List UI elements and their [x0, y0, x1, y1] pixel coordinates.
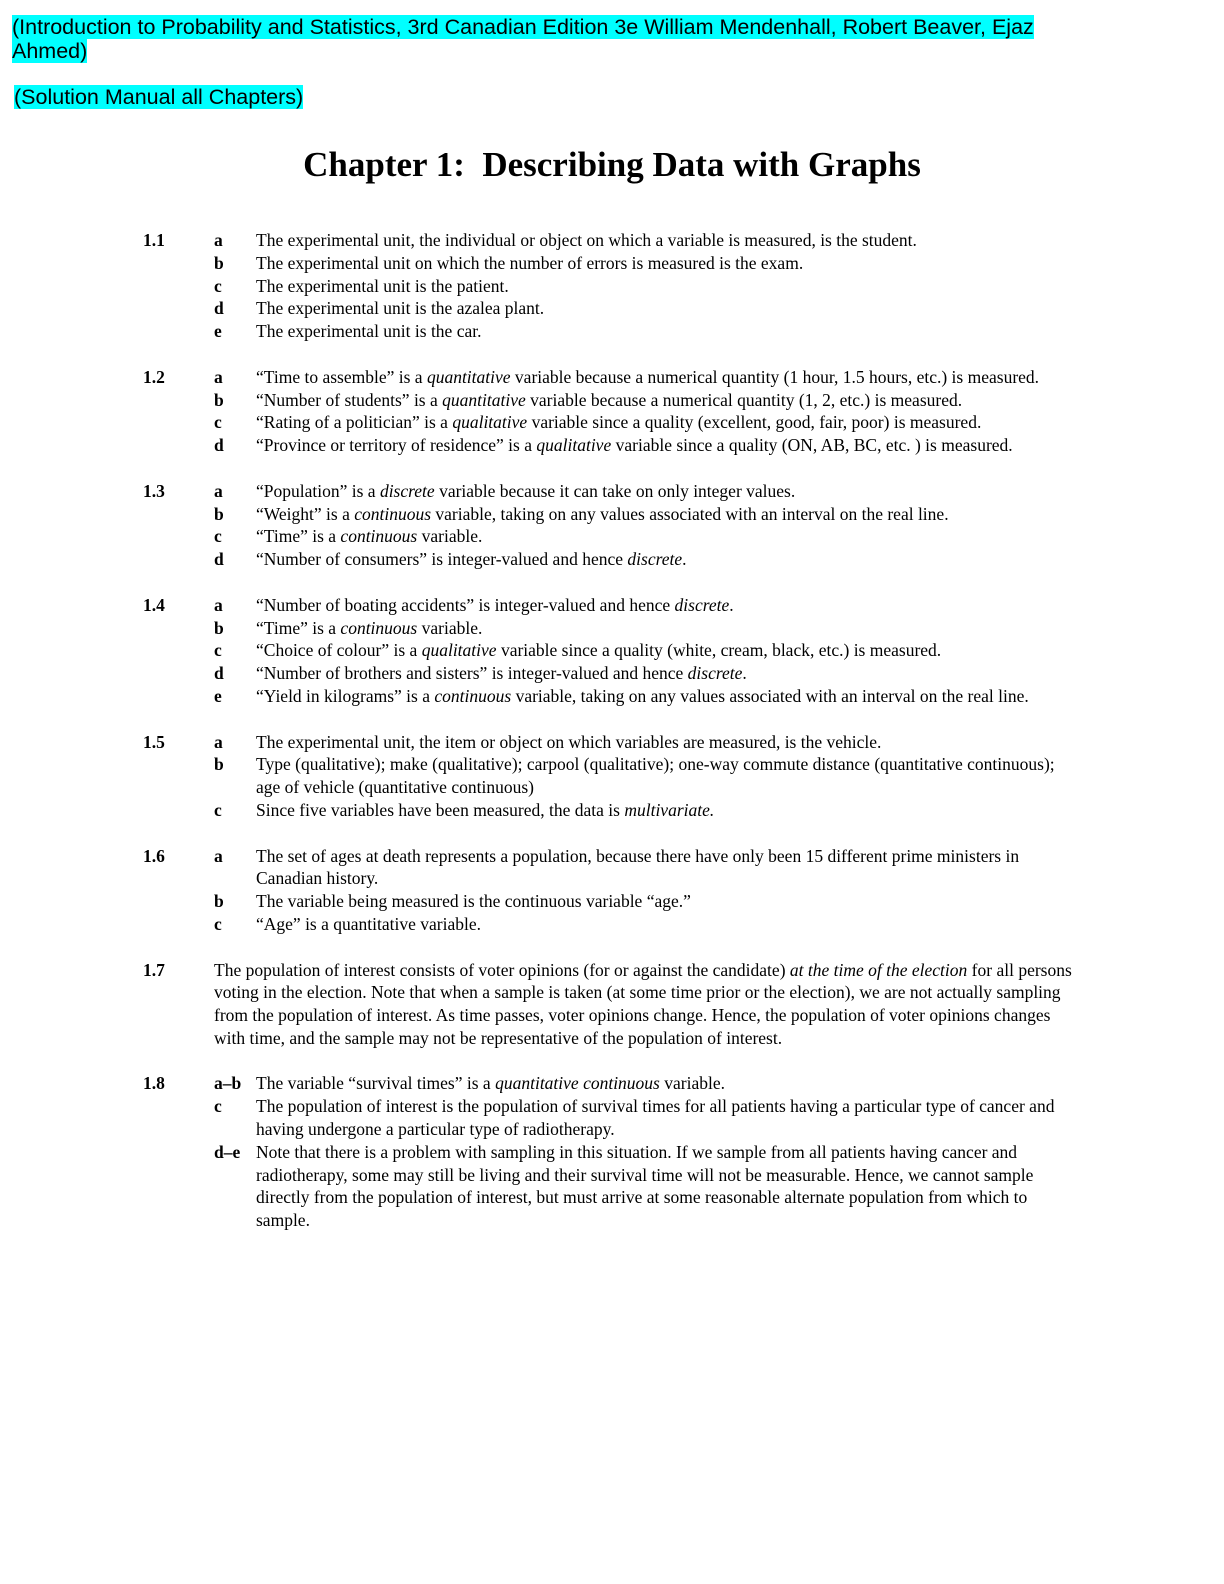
- problem-1-5: [143, 731, 1083, 822]
- part-label: c: [214, 526, 222, 547]
- part-answer: [256, 913, 1083, 936]
- emphasis-text: discrete: [379, 480, 435, 501]
- answer-text: “Choice of colour” is a: [256, 640, 422, 661]
- book-title: [12, 16, 1034, 63]
- answer-text: variable.: [417, 617, 483, 638]
- part-answer: [256, 1095, 1083, 1141]
- answer-text: .: [682, 549, 687, 570]
- part-label: b: [214, 891, 224, 912]
- part-answer: [256, 617, 1083, 640]
- answer-text: variable, taking on any values associated with an interval on the real line.: [511, 685, 1029, 706]
- part-label: e: [214, 321, 222, 342]
- answer-text: “Population” is a: [256, 480, 380, 501]
- problem-part: [214, 1072, 1083, 1095]
- problem-part: [214, 229, 1083, 252]
- answer-text: variable since a quality (excellent, good, fair, poor) is measured.: [527, 412, 982, 433]
- emphasis-text: qualitative: [421, 640, 497, 661]
- problem-1-6: [143, 845, 1083, 936]
- answer-text: The variable “survival times” is a: [256, 1073, 496, 1094]
- part-answer: [256, 594, 1083, 617]
- answer-text: variable because a numerical quantity (1, 2, etc.) is measured.: [525, 389, 963, 410]
- part-label: d–e: [214, 1141, 241, 1162]
- emphasis-text: discrete: [674, 594, 730, 615]
- part-label: b: [214, 389, 224, 410]
- problem-part: [214, 1095, 1083, 1141]
- problem-part: [214, 252, 1083, 275]
- part-answer: [256, 890, 1083, 913]
- answer-text: The experimental unit, the individual or object on which a variable is measured, is the student.: [256, 230, 917, 250]
- answer-text: Note that there is a problem with sampling in this situation. If we sample from all patients having cancer and radiotherapy, some may still be living and their survival time will not be measurable. Hence, we cannot sample directly from the population of interest, but must arrive at some reasonable alternate population from which to sample.: [256, 1141, 1034, 1231]
- emphasis-text: continuous: [340, 617, 418, 638]
- part-answer: [256, 799, 1083, 822]
- emphasis-text: continuous: [340, 526, 418, 547]
- problem-part: [214, 617, 1083, 640]
- problem-part: [214, 731, 1083, 754]
- problem-part: [214, 753, 1083, 799]
- part-answer: [256, 320, 1083, 343]
- answer-text: The set of ages at death represents a population, because there have only been 15 different prime ministers in Canadian history.: [256, 845, 1020, 889]
- part-answer: [256, 639, 1083, 662]
- problem-part: [214, 639, 1083, 662]
- part-answer: [256, 845, 1083, 891]
- part-answer: [256, 662, 1083, 685]
- answer-text: “Number of students” is a: [256, 389, 443, 410]
- part-answer: [256, 548, 1083, 571]
- answer-text: “Rating of a politician” is a: [256, 412, 453, 433]
- problem-answer: [214, 959, 1083, 1050]
- answer-text: variable since a quality (white, cream, black, etc.) is measured.: [496, 640, 942, 661]
- part-label: c: [214, 799, 222, 820]
- emphasis-text: discrete: [627, 549, 683, 570]
- problem-part: [214, 799, 1083, 822]
- answer-text: Type (qualitative); make (qualitative); carpool (qualitative); one-way commute distance (quantitative continuous); age of vehicle (quantitative continuous): [256, 754, 1055, 798]
- problem-part: [214, 366, 1083, 389]
- part-label: d: [214, 435, 224, 456]
- part-label: e: [214, 685, 222, 706]
- emphasis-text: quantitative continuous: [495, 1073, 660, 1094]
- answer-text: “Yield in kilograms” is a: [256, 685, 435, 706]
- problem-part: [214, 297, 1083, 320]
- answer-text: Since five variables have been measured, the data is: [256, 799, 625, 820]
- part-answer: [256, 753, 1083, 799]
- part-label: b: [214, 503, 224, 524]
- answer-text: variable, taking on any values associated with an interval on the real line.: [431, 503, 949, 524]
- part-label: c: [214, 275, 222, 296]
- problem-body: [214, 594, 1083, 708]
- answer-text: for all persons voting in the election. Note that when a sample is taken (at some time prior or the election), we are not actually sampling from the population of interest. As time passes, voter opinions change. Hence, the population of voter opinions changes with time, and the sample may not be representative of the population of interest.: [214, 959, 1072, 1048]
- part-answer: [256, 731, 1083, 754]
- answer-text: “Age” is a quantitative variable.: [256, 913, 481, 934]
- problem-part: [214, 662, 1083, 685]
- problem-part: [214, 480, 1083, 503]
- problem-number: 1.4: [143, 594, 165, 615]
- problem-part: [214, 525, 1083, 548]
- problem-body: [214, 845, 1083, 936]
- answer-text: “Number of boating accidents” is integer-valued and hence: [256, 594, 675, 615]
- problem-part: [214, 890, 1083, 913]
- answer-text: variable because it can take on only integer values.: [434, 480, 796, 501]
- problem-part: [214, 845, 1083, 891]
- problem-body: [214, 366, 1083, 457]
- part-answer: [256, 525, 1083, 548]
- part-label: d: [214, 549, 224, 570]
- answer-text: “Time” is a: [256, 617, 341, 638]
- part-label: c: [214, 913, 222, 934]
- problem-part: [214, 1141, 1083, 1232]
- problem-part: [214, 503, 1083, 526]
- answer-text: variable since a quality (ON, AB, BC, etc. ) is measured.: [611, 435, 1013, 456]
- part-label: a: [214, 845, 223, 866]
- part-label: a: [214, 230, 223, 250]
- answer-text: “Time” is a: [256, 526, 341, 547]
- chapter-title: Chapter 1: Describing Data with Graphs: [303, 145, 921, 184]
- problem-part: [214, 320, 1083, 343]
- problem-body: [214, 731, 1083, 822]
- answer-text: The experimental unit is the patient.: [256, 275, 509, 296]
- emphasis-text: qualitative: [452, 412, 528, 433]
- part-label: b: [214, 252, 224, 273]
- book-title-line2: Ahmed): [12, 38, 88, 63]
- answer-text: The experimental unit is the azalea plant.: [256, 298, 545, 319]
- answer-text: The variable being measured is the continuous variable “age.”: [256, 891, 691, 912]
- answer-text: The population of interest is the population of survival times for all patients having a particular type of cancer and having undergone a particular type of radiotherapy.: [256, 1096, 1055, 1140]
- problem-number: 1.6: [143, 845, 165, 866]
- problem-1-2: [143, 366, 1083, 457]
- answer-text: “Weight” is a: [256, 503, 355, 524]
- problem-part: [214, 434, 1083, 457]
- part-answer: [256, 366, 1083, 389]
- part-label: d: [214, 663, 224, 684]
- emphasis-text: continuous: [434, 685, 512, 706]
- problem-1-3: [143, 480, 1083, 571]
- emphasis-text: continuous: [354, 503, 432, 524]
- problem-number: 1.5: [143, 731, 165, 752]
- problem-body: [214, 959, 1083, 1050]
- book-title-line1: (Introduction to Probability and Statistics, 3rd Canadian Edition 3e William Mendenhall, Robert Beaver, Ejaz: [12, 15, 1034, 39]
- answer-text: “Number of consumers” is integer-valued and hence: [256, 549, 628, 570]
- answer-text: The experimental unit, the item or object on which variables are measured, is the vehicle.: [256, 731, 882, 752]
- problem-part: [214, 411, 1083, 434]
- part-label: a–b: [214, 1073, 242, 1094]
- answer-text: variable.: [659, 1073, 725, 1094]
- solution-manual-label: [14, 86, 303, 110]
- problem-number: 1.7: [143, 959, 165, 980]
- part-label: a: [214, 594, 223, 615]
- emphasis-text: quantitative: [426, 366, 511, 387]
- answer-text: The population of interest consists of voter opinions (for or against the candidate): [214, 959, 790, 980]
- problem-1-1: [143, 229, 1083, 343]
- problem-1-8: [143, 1072, 1083, 1232]
- problem-part: [214, 548, 1083, 571]
- problem-part: [214, 275, 1083, 298]
- part-answer: [256, 503, 1083, 526]
- emphasis-text: quantitative: [442, 389, 526, 410]
- problem-number: 1.2: [143, 366, 165, 387]
- answer-text: .: [742, 663, 747, 684]
- answer-text: “Time to assemble” is a: [256, 366, 427, 387]
- problem-list: [143, 229, 1083, 1255]
- problem-1-7: [143, 959, 1083, 1050]
- problem-number: 1.3: [143, 480, 165, 501]
- problem-part: [214, 389, 1083, 412]
- problem-body: [214, 1072, 1083, 1232]
- problem-number: 1.8: [143, 1073, 165, 1094]
- part-answer: [256, 480, 1083, 503]
- emphasis-text: multivariate.: [624, 799, 715, 820]
- answer-text: The experimental unit is the car.: [256, 321, 482, 342]
- part-label: c: [214, 1096, 222, 1117]
- solution-manual-text: (Solution Manual all Chapters): [14, 85, 304, 109]
- emphasis-text: at the time of the election: [789, 959, 968, 980]
- problem-body: [214, 229, 1083, 343]
- answer-text: “Province or territory of residence” is a: [256, 435, 537, 456]
- problem-part: [214, 913, 1083, 936]
- part-answer: [256, 685, 1083, 708]
- problem-number: 1.1: [143, 230, 165, 250]
- part-answer: [256, 297, 1083, 320]
- answer-text: variable because a numerical quantity (1 hour, 1.5 hours, etc.) is measured.: [510, 366, 1040, 387]
- answer-text: variable.: [417, 526, 483, 547]
- part-answer: [256, 252, 1083, 275]
- problem-1-4: [143, 594, 1083, 708]
- problem-body: [214, 480, 1083, 571]
- problem-part: [214, 685, 1083, 708]
- part-label: b: [214, 617, 224, 638]
- part-label: a: [214, 366, 223, 387]
- emphasis-text: discrete: [687, 663, 743, 684]
- part-label: d: [214, 298, 224, 319]
- part-answer: [256, 1141, 1083, 1232]
- answer-text: .: [729, 594, 734, 615]
- part-label: b: [214, 754, 224, 775]
- part-answer: [256, 1072, 1083, 1095]
- part-label: a: [214, 731, 223, 752]
- part-label: c: [214, 640, 222, 661]
- part-answer: [256, 389, 1083, 412]
- part-answer: [256, 229, 1083, 252]
- part-answer: [256, 411, 1083, 434]
- emphasis-text: qualitative: [536, 435, 612, 456]
- part-label: a: [214, 480, 223, 501]
- answer-text: The experimental unit on which the number of errors is measured is the exam.: [256, 252, 804, 273]
- answer-text: “Number of brothers and sisters” is integer-valued and hence: [256, 663, 688, 684]
- problem-part: [214, 594, 1083, 617]
- part-label: c: [214, 412, 222, 433]
- part-answer: [256, 275, 1083, 298]
- part-answer: [256, 434, 1083, 457]
